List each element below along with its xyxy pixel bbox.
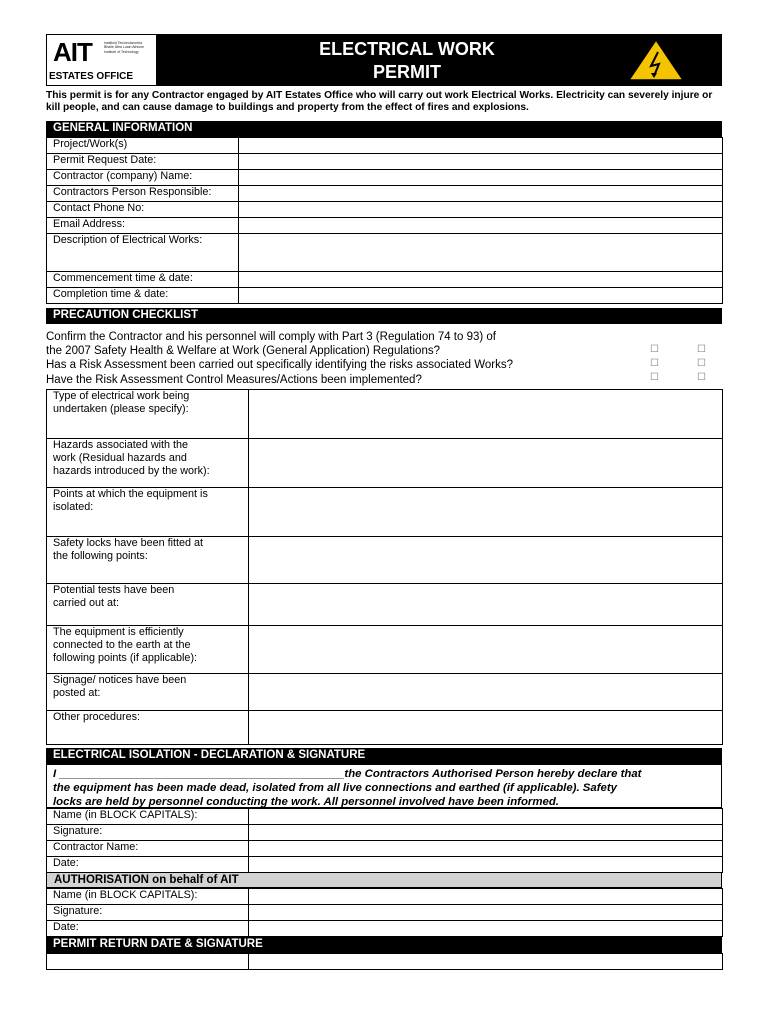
table-row	[47, 390, 723, 439]
yes-checkbox[interactable]: ☐	[650, 358, 659, 369]
yes-checkbox[interactable]: ☐	[650, 372, 659, 383]
ait-logo	[47, 35, 157, 85]
electrical-hazard-icon	[627, 38, 685, 82]
permit-return-header: PERMIT RETURN DATE & SIGNATURE	[46, 937, 722, 953]
email-field[interactable]	[239, 218, 723, 234]
field-label: Other procedures:	[47, 711, 249, 745]
commencement-field[interactable]	[239, 272, 723, 288]
no-checkbox[interactable]: ☐	[697, 344, 706, 355]
table-row	[47, 488, 723, 537]
field-label: Commencement time & date:	[47, 272, 239, 288]
isolation-contractor-field[interactable]	[249, 841, 723, 857]
table-row	[47, 674, 723, 711]
precaution-details-table	[46, 389, 723, 745]
table-row	[47, 921, 723, 937]
general-information-table	[46, 137, 723, 304]
table-row	[47, 138, 723, 154]
precaution-text	[46, 330, 726, 387]
field-label: Name (in BLOCK CAPITALS):	[47, 809, 249, 825]
precaution-line: Has a Risk Assessment been carried out specifically identifying the risks associated Works?	[46, 359, 514, 372]
field-label: Completion time & date:	[47, 288, 239, 304]
isolation-signature-table	[46, 808, 723, 873]
field-label: Potential tests have been carried out at:	[47, 584, 249, 626]
authorisation-header: AUTHORISATION on behalf of AIT	[46, 872, 722, 888]
declaration-text: I _____________________________________________the Contractors Authorised Person hereby declare that the equipment has been made dead, isolated from all live connections and earthed (if applicable). Safety locks are held by personnel conducting the work. All personnel involved have been informed.	[46, 765, 722, 808]
completion-field[interactable]	[239, 288, 723, 304]
precaution-line: the 2007 Safety Health & Welfare at Work (General Application) Regulations?	[46, 345, 440, 358]
contractor-name-field[interactable]	[239, 170, 723, 186]
precaution-line: Have the Risk Assessment Control Measures/Actions been implemented?	[46, 373, 422, 386]
work-type-field[interactable]	[249, 390, 723, 439]
field-label: The equipment is efficiently connected to the earth at the following points (if applicable):	[47, 626, 249, 674]
field-label: Permit Request Date:	[47, 154, 239, 170]
table-row	[47, 626, 723, 674]
safety-locks-field[interactable]	[249, 537, 723, 584]
precaution-line: Confirm the Contractor and his personnel will comply with Part 3 (Regulation 74 to 93) of	[46, 331, 496, 343]
logo-mark: AIT	[53, 37, 92, 67]
isolation-signature-field[interactable]	[249, 825, 723, 841]
isolation-points-field[interactable]	[249, 488, 723, 537]
table-row	[47, 711, 723, 745]
isolation-name-field[interactable]	[249, 809, 723, 825]
hazards-field[interactable]	[249, 439, 723, 488]
general-information-header: GENERAL INFORMATION	[46, 121, 722, 137]
project-field[interactable]	[239, 138, 723, 154]
field-label: Email Address:	[47, 218, 239, 234]
precaution-checklist-header: PRECAUTION CHECKLIST	[46, 308, 722, 324]
field-label: Project/Work(s)	[47, 138, 239, 154]
description-field[interactable]	[239, 234, 723, 272]
logo-institute-name: Institiúid Teicneolaíochta Bhaile Átha Luain Athlone Institute of Technology	[104, 41, 145, 54]
return-signature-field[interactable]	[249, 954, 723, 970]
field-label: Description of Electrical Works:	[47, 234, 239, 272]
signage-field[interactable]	[249, 674, 723, 711]
table-row	[47, 202, 723, 218]
table-row	[47, 889, 723, 905]
permit-request-date-field[interactable]	[239, 154, 723, 170]
table-row	[47, 234, 723, 272]
table-row	[47, 857, 723, 873]
table-row	[47, 809, 723, 825]
table-row	[47, 218, 723, 234]
intro-text: This permit is for any Contractor engaged by AIT Estates Office who will carry out work Electrical Works. Electricity can severely injure or kill people, and can cause damage to buildings and property from the effect of fires and explosions.	[46, 90, 713, 113]
potential-tests-field[interactable]	[249, 584, 723, 626]
authorisation-table	[46, 888, 723, 937]
field-label: Signage/ notices have been posted at:	[47, 674, 249, 711]
contact-phone-field[interactable]	[239, 202, 723, 218]
auth-date-field[interactable]	[249, 921, 723, 937]
isolation-date-field[interactable]	[249, 857, 723, 873]
table-row	[47, 905, 723, 921]
field-label: Safety locks have been fitted at the following points:	[47, 537, 249, 584]
table-row	[47, 272, 723, 288]
electrical-isolation-header: ELECTRICAL ISOLATION - DECLARATION & SIGNATURE	[46, 748, 722, 765]
table-row	[47, 825, 723, 841]
return-date-field[interactable]	[47, 954, 249, 970]
field-label: Signature:	[47, 825, 249, 841]
field-label: Contractors Person Responsible:	[47, 186, 239, 202]
field-label: Hazards associated with the work (Residual hazards and hazards introduced by the work):	[47, 439, 249, 488]
page-title-line-2: PERMIT	[372, 62, 441, 82]
auth-signature-field[interactable]	[249, 905, 723, 921]
table-row	[47, 154, 723, 170]
field-label: Contractor Name:	[47, 841, 249, 857]
table-row	[47, 584, 723, 626]
auth-name-field[interactable]	[249, 889, 723, 905]
table-row	[47, 439, 723, 488]
table-row	[47, 537, 723, 584]
field-label: Date:	[47, 857, 249, 873]
permit-return-table	[46, 953, 723, 970]
yes-checkbox[interactable]: ☐	[650, 344, 659, 355]
field-label: Type of electrical work being undertaken (please specify):	[47, 390, 249, 439]
logo-estates-office: ESTATES OFFICE	[49, 71, 134, 82]
table-row	[47, 841, 723, 857]
no-checkbox[interactable]: ☐	[697, 358, 706, 369]
table-row	[47, 954, 723, 970]
title-bar	[157, 35, 721, 85]
person-responsible-field[interactable]	[239, 186, 723, 202]
earthing-field[interactable]	[249, 626, 723, 674]
other-procedures-field[interactable]	[249, 711, 723, 745]
page-title-line-1: ELECTRICAL WORK	[319, 39, 495, 59]
field-label: Signature:	[47, 905, 249, 921]
table-row	[47, 170, 723, 186]
field-label: Contact Phone No:	[47, 202, 239, 218]
field-label: Date:	[47, 921, 249, 937]
table-row	[47, 186, 723, 202]
table-row	[47, 288, 723, 304]
field-label: Contractor (company) Name:	[47, 170, 239, 186]
field-label: Name (in BLOCK CAPITALS):	[47, 889, 249, 905]
field-label: Points at which the equipment is isolated:	[47, 488, 249, 537]
no-checkbox[interactable]: ☐	[697, 372, 706, 383]
permit-header	[46, 34, 722, 86]
